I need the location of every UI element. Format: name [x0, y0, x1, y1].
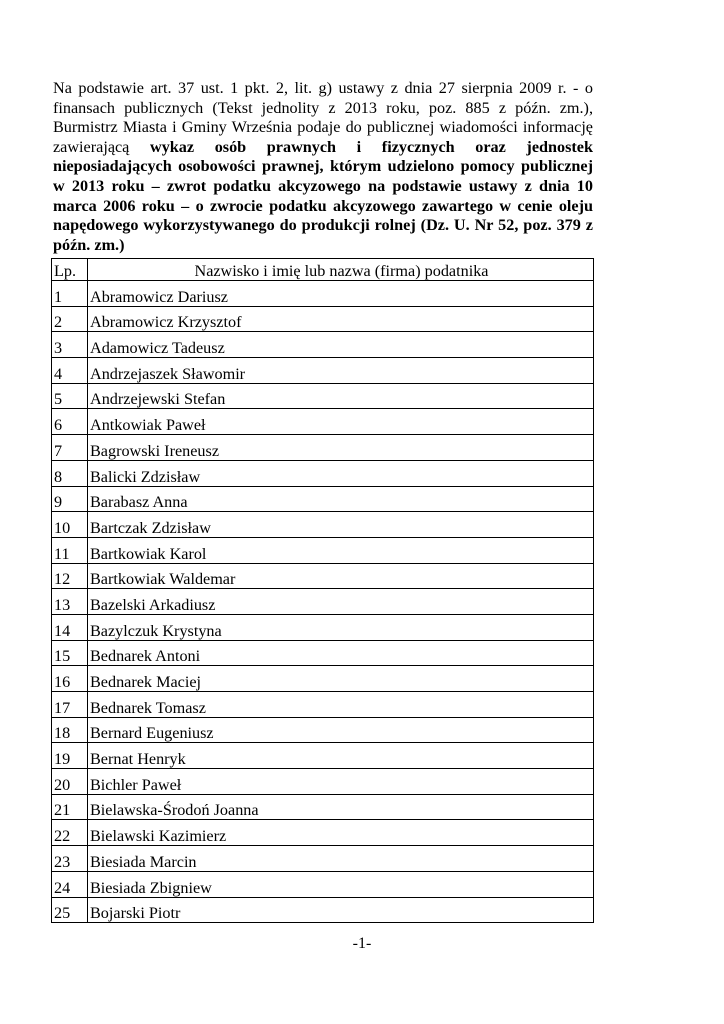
table-row [52, 358, 594, 384]
row-lp: 18 [52, 717, 88, 743]
row-lp: 11 [52, 537, 88, 563]
table-row [52, 717, 594, 743]
row-lp: 17 [52, 692, 88, 718]
row-name: Bielawska-Środoń Joanna [88, 794, 594, 820]
row-name: Bazylczuk Krystyna [88, 614, 594, 640]
table-row [52, 512, 594, 538]
row-lp: 4 [52, 358, 88, 384]
table-row [52, 820, 594, 846]
row-lp: 9 [52, 486, 88, 512]
row-name: Bagrowski Ireneusz [88, 435, 594, 461]
taxpayer-table [51, 258, 594, 923]
row-lp: 14 [52, 614, 88, 640]
row-lp: 16 [52, 666, 88, 692]
page-number: -1- [352, 935, 372, 952]
row-name: Bichler Paweł [88, 769, 594, 795]
row-lp: 21 [52, 794, 88, 820]
row-name: Bernard Eugeniusz [88, 717, 594, 743]
table-row [52, 871, 594, 897]
table-row [52, 383, 594, 409]
table-row [52, 794, 594, 820]
table-row [52, 666, 594, 692]
row-name: Bednarek Antoni [88, 640, 594, 666]
row-lp: 1 [52, 281, 88, 307]
row-name: Bielawski Kazimierz [88, 820, 594, 846]
table-row [52, 897, 594, 923]
row-name: Bartkowiak Waldemar [88, 563, 594, 589]
row-lp: 7 [52, 435, 88, 461]
row-name: Bazelski Arkadiusz [88, 589, 594, 615]
row-lp: 10 [52, 512, 88, 538]
row-name: Bartczak Zdzisław [88, 512, 594, 538]
table-row [52, 281, 594, 307]
table-row [52, 460, 594, 486]
row-lp: 19 [52, 743, 88, 769]
table-row [52, 769, 594, 795]
table-row [52, 537, 594, 563]
intro-text: Na podstawie art. 37 ust. 1 pkt. 2, lit. g) ustawy z dnia 27 sierpnia 2009 r. - o finansach publicznych (Tekst jednolity z 2013 roku, poz. 885 z późn. zm.), Burmistrz Miasta i Gminy Września podaje do publicznej wiadomości informację zawierającą [53, 79, 593, 156]
row-name: Bednarek Tomasz [88, 692, 594, 718]
table-row [52, 614, 594, 640]
row-lp: 24 [52, 871, 88, 897]
row-name: Biesiada Marcin [88, 846, 594, 872]
row-lp: 5 [52, 383, 88, 409]
row-name: Bednarek Maciej [88, 666, 594, 692]
row-lp: 13 [52, 589, 88, 615]
row-lp: 8 [52, 460, 88, 486]
row-lp: 23 [52, 846, 88, 872]
row-name: Bartkowiak Karol [88, 537, 594, 563]
row-name: Andrzejaszek Sławomir [88, 358, 594, 384]
intro-bold-text: wykaz osób prawnych i fizycznych oraz jednostek nieposiadających osobowości prawnej, którym udzielono pomocy publicznej w 2013 roku – zwrot podatku akcyzowego na podstawie ustawy z dnia 10 marca 2006 roku – o zwrocie podatku akcyzowego zawartego w cenie oleju napędowego wykorzystywanego do produkcji rolnej (Dz. U. Nr 52, poz. 379 z późn. zm.) [53, 137, 593, 254]
row-name: Antkowiak Paweł [88, 409, 594, 435]
table-row [52, 640, 594, 666]
row-lp: 20 [52, 769, 88, 795]
row-name: Barabasz Anna [88, 486, 594, 512]
row-name: Balicki Zdzisław [88, 460, 594, 486]
row-name: Bojarski Piotr [88, 897, 594, 923]
table-row [52, 589, 594, 615]
row-lp: 12 [52, 563, 88, 589]
row-name: Biesiada Zbigniew [88, 871, 594, 897]
row-name: Abramowicz Dariusz [88, 281, 594, 307]
row-lp: 2 [52, 306, 88, 332]
row-name: Andrzejewski Stefan [88, 383, 594, 409]
header-lp: Lp. [52, 259, 88, 281]
table-header-row [52, 259, 594, 281]
intro-paragraph [53, 79, 593, 255]
table-row [52, 332, 594, 358]
row-lp: 6 [52, 409, 88, 435]
table-row [52, 563, 594, 589]
table-row [52, 306, 594, 332]
table-row [52, 692, 594, 718]
table-row [52, 486, 594, 512]
table-row [52, 743, 594, 769]
header-name: Nazwisko i imię lub nazwa (firma) podatnika [88, 259, 594, 281]
row-lp: 25 [52, 897, 88, 923]
row-name: Abramowicz Krzysztof [88, 306, 594, 332]
table-row [52, 409, 594, 435]
row-lp: 22 [52, 820, 88, 846]
row-name: Bernat Henryk [88, 743, 594, 769]
table-row [52, 846, 594, 872]
row-lp: 15 [52, 640, 88, 666]
table-row [52, 435, 594, 461]
row-name: Adamowicz Tadeusz [88, 332, 594, 358]
row-lp: 3 [52, 332, 88, 358]
